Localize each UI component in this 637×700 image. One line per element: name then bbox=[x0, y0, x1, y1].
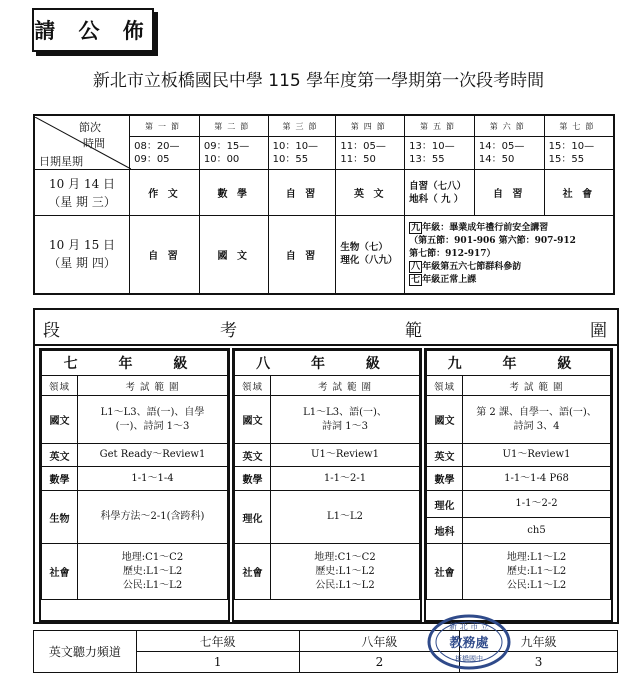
grade-title: 八 年 級 bbox=[235, 351, 420, 376]
area-header: 領域 bbox=[42, 376, 78, 396]
time-5: 13：10— 13：55 bbox=[405, 137, 475, 170]
period-1: 第一節 bbox=[130, 115, 200, 137]
exam-cell: 英 文 bbox=[336, 170, 405, 216]
exam-schedule-table bbox=[33, 114, 615, 295]
exam-cell: 自 習 bbox=[130, 216, 200, 294]
listening-grade: 七年級 bbox=[136, 631, 299, 652]
listening-grade: 九年級 bbox=[460, 631, 618, 652]
time-2: 09：15— 10：00 bbox=[199, 137, 268, 170]
range-cell: ch5 bbox=[463, 518, 611, 544]
grade-9-range bbox=[424, 348, 613, 622]
exam-cell: 自 習 bbox=[474, 170, 544, 216]
range-header: 考 試 範 圍 bbox=[271, 376, 420, 396]
exam-cell: 社 會 bbox=[544, 170, 614, 216]
grade-title: 七 年 級 bbox=[42, 351, 228, 376]
svg-text:板橋國中: 板橋國中 bbox=[455, 655, 483, 663]
range-cell: Get Ready～Review1 bbox=[78, 444, 228, 467]
range-cell: 地理:C1～C2 歷史:L1～L2 公民:L1～L2 bbox=[78, 544, 228, 600]
subject-cell: 國文 bbox=[235, 396, 271, 444]
svg-text:教務處: 教務處 bbox=[449, 636, 489, 651]
exam-cell: 自 習 bbox=[268, 216, 336, 294]
subject-cell: 社會 bbox=[427, 544, 463, 600]
range-cell: 1-1～2-1 bbox=[271, 467, 420, 491]
listening-label: 英文聽力頻道 bbox=[34, 631, 137, 673]
listening-channel: 3 bbox=[460, 652, 618, 673]
date-oct-14: 10 月 14 日 （星 期 三） bbox=[34, 170, 130, 216]
exam-range-section bbox=[33, 308, 619, 624]
period-6: 第六節 bbox=[474, 115, 544, 137]
range-header: 考 試 範 圍 bbox=[78, 376, 228, 396]
range-cell: U1～Review1 bbox=[463, 444, 611, 467]
period-4: 第四節 bbox=[336, 115, 405, 137]
exam-cell: 作 文 bbox=[130, 170, 200, 216]
exam-cell: 國 文 bbox=[199, 216, 268, 294]
page-title: 新北市立板橋國民中學 115 學年度第一學期第一次段考時間 bbox=[92, 71, 545, 91]
range-cell: 第 2 課、自學一、語(一)、 詩詞 3、4 bbox=[463, 396, 611, 444]
schedule-corner-header bbox=[34, 115, 130, 170]
date-oct-15: 10 月 15 日 （星 期 四） bbox=[34, 216, 130, 294]
grade-title: 九 年 級 bbox=[427, 351, 611, 376]
listening-channel: 2 bbox=[299, 652, 460, 673]
period-2: 第二節 bbox=[199, 115, 268, 137]
range-cell: 1-1～2-2 bbox=[463, 491, 611, 518]
range-header: 考 試 範 圍 bbox=[463, 376, 611, 396]
subject-cell: 社會 bbox=[42, 544, 78, 600]
time-6: 14：05— 14：50 bbox=[474, 137, 544, 170]
range-cell: L1～L3、語(一)、自學 (一)、詩詞 1～3 bbox=[78, 396, 228, 444]
time-header: 時間 bbox=[83, 136, 105, 150]
period-3: 第三節 bbox=[268, 115, 336, 137]
time-3: 10：10— 10：55 bbox=[268, 137, 336, 170]
subject-cell: 地科 bbox=[427, 518, 463, 544]
listening-channel-table bbox=[33, 630, 618, 673]
range-cell: L1～L2 bbox=[271, 491, 420, 544]
area-header: 領域 bbox=[427, 376, 463, 396]
listening-grade: 八年級 bbox=[299, 631, 460, 652]
subject-cell: 社會 bbox=[235, 544, 271, 600]
range-cell: U1～Review1 bbox=[271, 444, 420, 467]
subject-cell: 國文 bbox=[42, 396, 78, 444]
range-cell: 地理:L1～L2 歷史:L1～L2 公民:L1～L2 bbox=[463, 544, 611, 600]
subject-cell: 英文 bbox=[235, 444, 271, 467]
exam-range-title: 段 考 範 圍 bbox=[35, 310, 617, 346]
office-seal bbox=[427, 614, 511, 670]
range-cell: 1-1～1-4 bbox=[78, 467, 228, 491]
subject-cell: 數學 bbox=[235, 467, 271, 491]
exam-cell: 生物（七） 理化（八九） bbox=[336, 216, 405, 294]
period-5: 第五節 bbox=[405, 115, 475, 137]
subject-cell: 數學 bbox=[427, 467, 463, 491]
range-cell: 1-1～1-4 P68 bbox=[463, 467, 611, 491]
svg-text:新 北 市 立: 新 北 市 立 bbox=[449, 622, 489, 631]
subject-cell: 國文 bbox=[427, 396, 463, 444]
date-header: 日期星期 bbox=[39, 154, 83, 168]
subject-cell: 英文 bbox=[42, 444, 78, 467]
exam-cell: 數 學 bbox=[199, 170, 268, 216]
exam-cell: 自 習 bbox=[268, 170, 336, 216]
afternoon-notes: 九 年級：畢業成年禮行前安全講習 （第五節：901-906 第六節：907-912 第七節：912-917） 八 年級第五六七節群科參訪 七 年級正常上課 bbox=[405, 216, 614, 294]
grade-8-range bbox=[232, 348, 422, 622]
subject-cell: 理化 bbox=[235, 491, 271, 544]
time-1: 08：20— 09：05 bbox=[130, 137, 200, 170]
subject-cell: 數學 bbox=[42, 467, 78, 491]
range-cell: 地理:C1～C2 歷史:L1～L2 公民:L1～L2 bbox=[271, 544, 420, 600]
area-header: 領域 bbox=[235, 376, 271, 396]
time-4: 11：05— 11：50 bbox=[336, 137, 405, 170]
subject-cell: 理化 bbox=[427, 491, 463, 518]
grade-7-range bbox=[39, 348, 230, 622]
exam-cell: 自習（七八） 地科（ 九 ） bbox=[405, 170, 475, 216]
notice-label: 請 公 佈 bbox=[32, 8, 154, 52]
period-7: 第七節 bbox=[544, 115, 614, 137]
range-cell: L1～L3、語(一)、 詩詞 1～3 bbox=[271, 396, 420, 444]
range-cell: 科學方法～2-1(含跨科) bbox=[78, 491, 228, 544]
subject-cell: 生物 bbox=[42, 491, 78, 544]
subject-cell: 英文 bbox=[427, 444, 463, 467]
listening-channel: 1 bbox=[136, 652, 299, 673]
time-7: 15：10— 15：55 bbox=[544, 137, 614, 170]
period-header: 節次 bbox=[79, 120, 101, 134]
